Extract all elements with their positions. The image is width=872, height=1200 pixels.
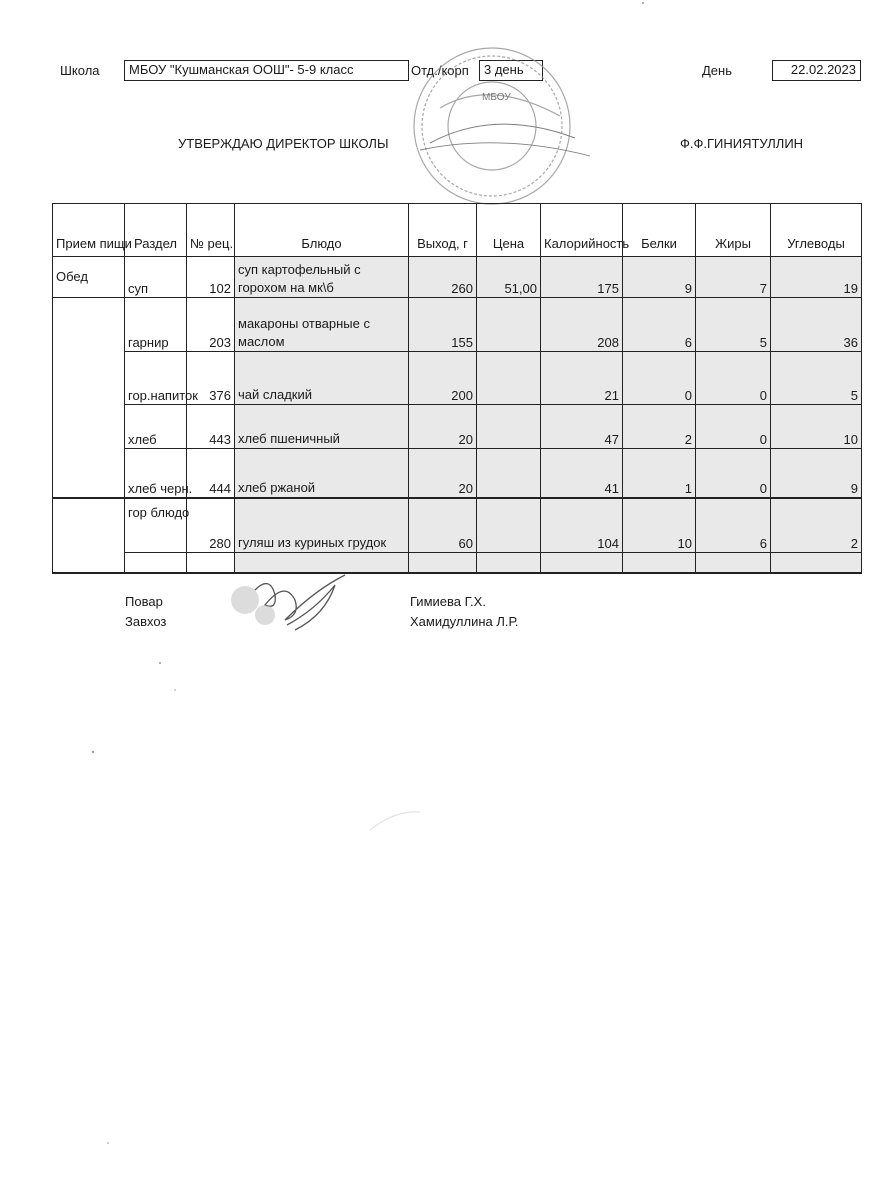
cell-section: гарнир: [125, 298, 187, 352]
col-weight: Выход, г: [409, 204, 477, 257]
cell-fat: 0: [696, 405, 771, 449]
cell-recipe: 443: [187, 405, 235, 449]
cell-protein: 6: [623, 298, 696, 352]
cell-meal: [53, 298, 125, 352]
cell-protein: 10: [623, 498, 696, 553]
day-label: День: [702, 63, 732, 78]
col-recipe: № рец.: [187, 204, 235, 257]
cell-carbs: 10: [771, 405, 862, 449]
cell-dish: хлеб пшеничный: [235, 405, 409, 449]
col-kcal: Калорийность: [541, 204, 623, 257]
cook-name: Гимиева Г.Х.: [410, 594, 486, 609]
cell-weight: 260: [409, 257, 477, 298]
director-name: Ф.Ф.ГИНИЯТУЛЛИН: [680, 136, 804, 151]
cell-weight: 200: [409, 352, 477, 405]
school-value: МБОУ "Кушманская ООШ"- 5-9 класс: [124, 60, 409, 81]
cell-kcal: 41: [541, 449, 623, 498]
table-row: [53, 257, 862, 298]
col-carbs: Углеводы: [771, 204, 862, 257]
signature: [225, 570, 365, 650]
cell-section: хлеб: [125, 405, 187, 449]
cell-dish: макароны отварные с маслом: [235, 298, 409, 352]
approve-text: УТВЕРЖДАЮ ДИРЕКТОР ШКОЛЫ: [178, 136, 389, 151]
school-label: Школа: [60, 63, 100, 78]
cell-carbs: 2: [771, 498, 862, 553]
cell-protein: 0: [623, 352, 696, 405]
cell-weight: 60: [409, 498, 477, 553]
col-meal: Прием пищи: [53, 204, 125, 257]
cell-price: [477, 405, 541, 449]
col-price: Цена: [477, 204, 541, 257]
table-row: [53, 352, 862, 405]
cell-carbs: 19: [771, 257, 862, 298]
cell-meal: [53, 352, 125, 405]
cell-protein: 2: [623, 405, 696, 449]
cell-recipe: 376: [187, 352, 235, 405]
cell-recipe: 203: [187, 298, 235, 352]
cell-section: хлеб черн.: [125, 449, 187, 498]
cell-meal: [53, 498, 125, 553]
cell-recipe: 102: [187, 257, 235, 298]
cell-meal: [53, 449, 125, 498]
cell-section: гор блюдо: [125, 498, 187, 553]
col-fat: Жиры: [696, 204, 771, 257]
cell-carbs: 36: [771, 298, 862, 352]
cell-dish: чай сладкий: [235, 352, 409, 405]
dept-label: Отд./корп: [411, 63, 469, 78]
cell-carbs: 5: [771, 352, 862, 405]
cell-recipe: 444: [187, 449, 235, 498]
cell-fat: 0: [696, 352, 771, 405]
menu-table: [52, 203, 862, 574]
table-row: [53, 405, 862, 449]
cell-kcal: 47: [541, 405, 623, 449]
cell-kcal: 208: [541, 298, 623, 352]
cell-section: гор.напиток: [125, 352, 187, 405]
cell-price: [477, 298, 541, 352]
cell-carbs: 9: [771, 449, 862, 498]
cell-price: [477, 449, 541, 498]
table-row: [53, 449, 862, 498]
cell-price: 51,00: [477, 257, 541, 298]
table-header-row: [53, 204, 862, 257]
col-protein: Белки: [623, 204, 696, 257]
cell-fat: 5: [696, 298, 771, 352]
cell-weight: 20: [409, 449, 477, 498]
cell-fat: 6: [696, 498, 771, 553]
cell-protein: 9: [623, 257, 696, 298]
stamp-text: МБОУ: [482, 92, 511, 103]
cell-dish: гуляш из куриных грудок: [235, 498, 409, 553]
cell-meal: [53, 405, 125, 449]
cook-label: Повар: [125, 594, 163, 609]
cell-price: [477, 498, 541, 553]
cell-section: суп: [125, 257, 187, 298]
keeper-label: Завхоз: [125, 614, 167, 629]
cell-dish: хлеб ржаной: [235, 449, 409, 498]
cell-meal: Обед: [53, 257, 125, 298]
col-section: Раздел: [125, 204, 187, 257]
table-row: [53, 298, 862, 352]
cell-fat: 7: [696, 257, 771, 298]
col-dish: Блюдо: [235, 204, 409, 257]
table-row-empty: [53, 553, 862, 573]
cell-kcal: 104: [541, 498, 623, 553]
cell-weight: 155: [409, 298, 477, 352]
cell-protein: 1: [623, 449, 696, 498]
cell-fat: 0: [696, 449, 771, 498]
cell-weight: 20: [409, 405, 477, 449]
keeper-name: Хамидуллина Л.Р.: [410, 614, 519, 629]
cell-dish: суп картофельный с горохом на мк\б: [235, 257, 409, 298]
cell-recipe: 280: [187, 498, 235, 553]
cell-kcal: 21: [541, 352, 623, 405]
table-row: [53, 498, 862, 553]
dept-value: 3 день: [479, 60, 543, 81]
cell-price: [477, 352, 541, 405]
day-value: 22.02.2023: [772, 60, 861, 81]
cell-kcal: 175: [541, 257, 623, 298]
